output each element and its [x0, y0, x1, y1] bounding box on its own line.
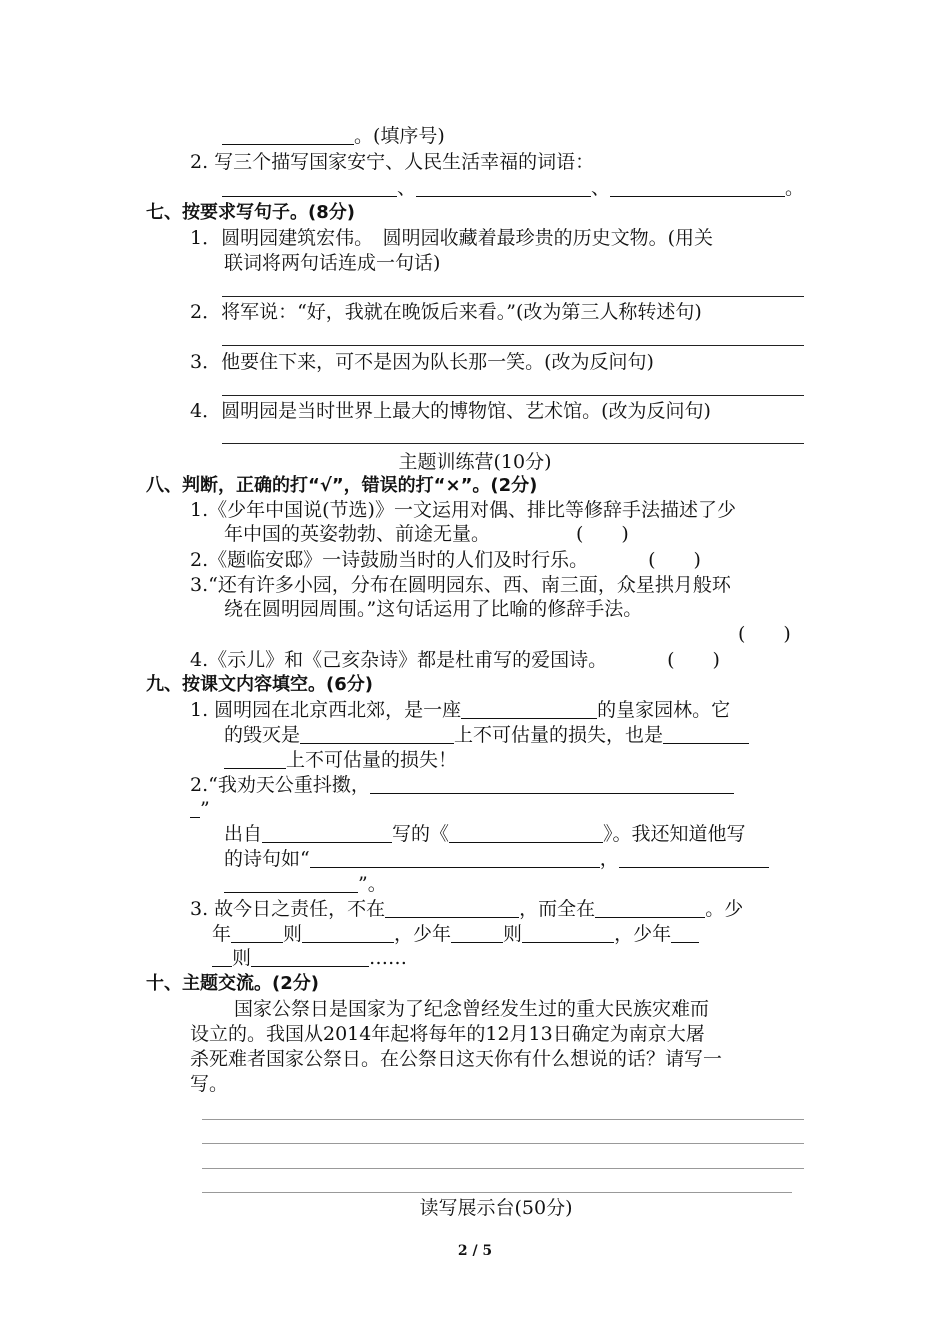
sec10-paragraph-line-4: 写。: [190, 1073, 229, 1095]
question-text: 年中国的英姿勃勃、前途无量。: [224, 523, 491, 545]
sec9-question-3: [190, 897, 743, 921]
question-text: ，少年: [394, 923, 452, 945]
question-text: ，少年: [614, 923, 672, 945]
answer-blank[interactable]: [663, 725, 749, 744]
sec9-question-2-source: [224, 822, 746, 846]
question-text: 上不可估量的损失！: [286, 749, 458, 771]
camp-title: 主题训练营(10分): [398, 451, 552, 473]
answer-blank[interactable]: [461, 700, 597, 719]
answer-blank[interactable]: [224, 874, 358, 893]
question-text: 》。我还知道他写: [603, 823, 746, 845]
answer-line[interactable]: [222, 443, 804, 444]
answer-blank[interactable]: [595, 899, 705, 918]
reading-writing-title: 读写展示台(50分): [419, 1197, 573, 1219]
answer-blank[interactable]: [385, 899, 519, 918]
question-text: 4.《示儿》和《己亥杂诗》都是杜甫写的爱国诗。: [190, 649, 608, 671]
answer-parentheses[interactable]: ( ): [738, 623, 791, 645]
answer-blank[interactable]: [222, 178, 397, 197]
sec8-question-1-cont: [224, 522, 629, 546]
period: 。: [785, 177, 805, 199]
answer-blank[interactable]: [231, 924, 283, 943]
question-text: 。少: [705, 898, 744, 920]
answer-blank[interactable]: [671, 924, 699, 943]
question-text: 则: [503, 923, 523, 945]
answer-blank[interactable]: [451, 924, 503, 943]
sec10-paragraph-line-1: 国家公祭日是国家为了纪念曾经发生过的重大民族灾难而: [234, 998, 710, 1020]
page-number: 2 / 5: [457, 1243, 493, 1259]
answer-blank[interactable]: [416, 178, 591, 197]
answer-blank[interactable]: [222, 126, 354, 145]
sec7-question-4: 4．圆明园是当时世界上最大的博物馆、艺术馆。(改为反问句): [190, 400, 711, 422]
sec9-question-1-end: [224, 748, 457, 772]
comma: ，: [599, 848, 619, 870]
question-text: 3. 故今日之责任，不在: [190, 898, 386, 920]
sec8-question-1: 1.《少年中国说(节选)》一文运用对偶、排比等修辞手法描述了少: [190, 499, 736, 521]
answer-blank[interactable]: [224, 750, 286, 769]
sec10-paragraph-line-2: 设立的。我国从2014年起将每年的12月13日确定为南京大屠: [190, 1023, 705, 1045]
question-text: 写的《: [392, 823, 450, 845]
sec6-order-line: [222, 124, 445, 148]
sec8-question-3-cont: 绕在圆明园周围。”这句话运用了比喻的修辞手法。: [224, 598, 643, 620]
quote-mark: ”: [200, 798, 210, 820]
answer-blank[interactable]: [212, 948, 232, 967]
answer-line[interactable]: [222, 395, 804, 396]
answer-blank[interactable]: [610, 178, 785, 197]
sec9-question-1: [190, 698, 730, 722]
answer-line[interactable]: [222, 296, 804, 297]
sec7-question-2: 2．将军说：“好，我就在晚饭后来看。”(改为第三人称转述句): [190, 301, 702, 323]
question-text: 则: [283, 923, 303, 945]
question-text: 的皇家园林。它: [597, 699, 731, 721]
separator: 、: [591, 177, 611, 199]
question-text: 2.《题临安邸》一诗鼓励当时的人们及时行乐。: [190, 549, 589, 571]
sec9-question-3-end: [212, 946, 407, 970]
question-text: 年: [212, 923, 232, 945]
answer-blank[interactable]: [302, 924, 394, 943]
section-9-title: 九、按课文内容填空。(6分): [146, 674, 373, 695]
sec9-question-2-poem-end: [224, 872, 387, 896]
fill-order-hint: 。(填序号): [354, 125, 445, 147]
answer-blank[interactable]: [251, 948, 369, 967]
question-text: 出自: [224, 823, 263, 845]
section-7-title: 七、按要求写句子。(8分): [146, 202, 355, 223]
question-text: 1. 圆明园在北京西北郊，是一座: [190, 699, 462, 721]
section-10-title: 十、主题交流。(2分): [146, 973, 319, 994]
answer-parentheses[interactable]: ( ): [648, 549, 701, 571]
sec7-question-3: 3．他要住下来，可不是因为队长那一笑。(改为反问句): [190, 351, 654, 373]
ellipsis: ……: [369, 947, 408, 969]
sec8-question-2: [190, 548, 701, 572]
answer-blank[interactable]: [310, 849, 600, 868]
writing-line[interactable]: [202, 1168, 804, 1169]
writing-line[interactable]: [202, 1192, 792, 1193]
quote-end: ”。: [358, 873, 387, 895]
answer-blank[interactable]: [522, 924, 614, 943]
sec6-words-line: [222, 176, 804, 200]
section-8-title: 八、判断，正确的打“√”，错误的打“×”。(2分): [146, 475, 538, 496]
sec7-question-1-cont: 联词将两句话连成一句话): [224, 252, 441, 274]
sec10-paragraph-line-3: 杀死难者国家公祭日。在公祭日这天你有什么想说的话？请写一: [190, 1048, 723, 1070]
sec8-question-3: 3.“还有许多小园，分布在圆明园东、西、南三面，众星拱月般环: [190, 574, 731, 596]
answer-line[interactable]: [222, 345, 804, 346]
answer-blank[interactable]: [449, 824, 603, 843]
answer-parentheses[interactable]: ( ): [667, 649, 720, 671]
writing-line[interactable]: [202, 1143, 804, 1144]
sec9-question-1-cont: [224, 723, 749, 747]
sec9-question-3-cont: [212, 922, 699, 946]
writing-line[interactable]: [202, 1119, 804, 1120]
sec8-question-4: [190, 648, 720, 672]
sec9-question-2: [190, 773, 734, 797]
sec9-question-2-quote-end: [190, 797, 210, 821]
answer-parentheses[interactable]: ( ): [576, 523, 629, 545]
sec7-question-1: 1．圆明园建筑宏伟。 圆明园收藏着最珍贵的历史文物。(用关: [190, 227, 714, 249]
separator: 、: [397, 177, 417, 199]
answer-blank[interactable]: [619, 849, 769, 868]
question-text: ，而全在: [519, 898, 596, 920]
question-text: 的毁灭是: [224, 724, 301, 746]
answer-blank[interactable]: [370, 775, 734, 794]
question-text: 2.“我劝天公重抖擞，: [190, 774, 370, 796]
answer-blank[interactable]: [300, 725, 454, 744]
answer-blank[interactable]: [262, 824, 392, 843]
sec6-question-2: 2. 写三个描写国家安宁、人民生活幸福的词语：: [190, 151, 595, 173]
question-text: 的诗句如“: [224, 848, 310, 870]
question-text: 则: [232, 947, 252, 969]
question-text: 上不可估量的损失，也是: [454, 724, 664, 746]
sec9-question-2-poem: [224, 847, 769, 871]
answer-blank[interactable]: [190, 799, 200, 818]
